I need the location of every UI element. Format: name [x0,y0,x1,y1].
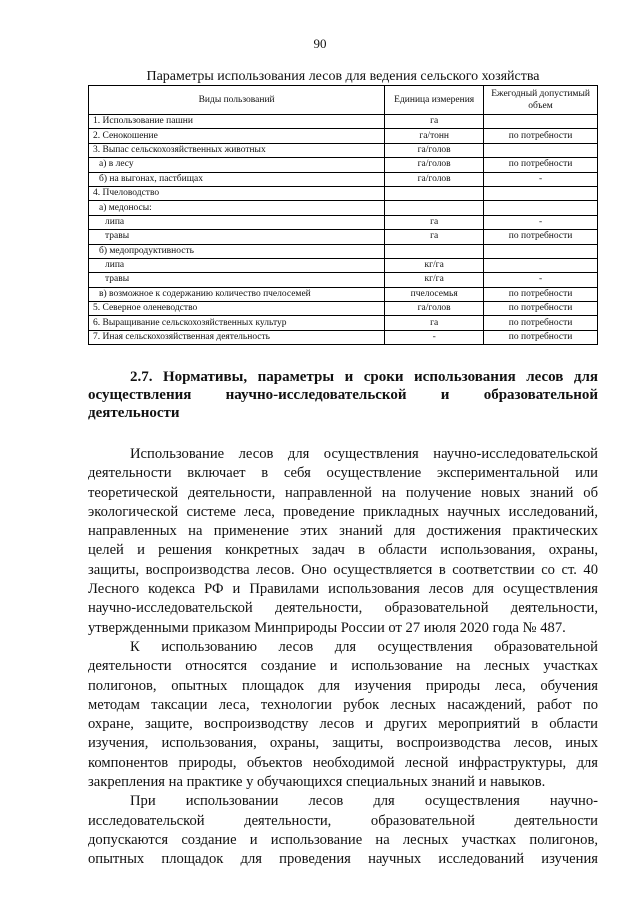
cell-usage-type: 7. Иная сельскохозяйственная деятельность [89,330,385,344]
table-title: Параметры использования лесов для ведения сельского хозяйства [146,69,540,84]
paragraph-line: Использование лесов для осуществления научно-исследовательской [130,446,598,462]
header-usage-type: Виды пользований [89,86,385,115]
table-row [89,258,598,272]
paragraph-line: направленных на применение этих знаний для достижения практических [88,523,598,540]
cell-unit: га [385,316,484,330]
paragraph-line: научно-исследовательской деятельности, образовательной деятельности, [88,600,598,617]
cell-unit: га [385,230,484,244]
cell-usage-type: 6. Выращивание сельскохозяйственных культур [89,316,385,330]
section-heading [88,368,598,422]
cell-unit: пчелосемья [385,287,484,301]
cell-usage-type: 3. Выпас сельскохозяйственных животных [89,143,385,157]
table-row [89,115,598,129]
table-row [89,129,598,143]
cell-unit: га/тонн [385,129,484,143]
paragraph-line: Лесного кодекса РФ и Правилами использования лесов для осуществления [88,581,598,598]
paragraph-line: исследовательской деятельности, образовательной деятельности [88,812,598,829]
paragraph-line: деятельности включает в себя осуществление экспериментальной или [88,465,598,482]
cell-annual-volume [484,143,598,157]
table-row [89,143,598,157]
header-annual-volume: Ежегодный допустимый объем [484,86,598,115]
cell-usage-type: 2. Сенокошение [89,129,385,143]
table-row [89,244,598,258]
paragraph-line: изучения, использования, охраны, защиты, воспроизводства лесов, иных [88,735,598,752]
header-unit: Единица измерения [385,86,484,115]
cell-usage-type: травы [89,230,385,244]
cell-annual-volume: по потребности [484,287,598,301]
cell-annual-volume [484,201,598,215]
paragraph-line: охране, защите, воспроизводству лесов и других мероприятий в области [88,716,598,733]
cell-unit: кг/га [385,273,484,287]
usage-parameters-table [88,85,598,345]
paragraph-line: К использованию лесов для осуществления образовательной [130,638,598,655]
cell-annual-volume [484,244,598,258]
cell-unit: га/голов [385,143,484,157]
paragraph-line: методам таксации леса, технологии рубок лесных насаждений, работ по [88,696,598,713]
cell-unit [385,244,484,258]
cell-unit: - [385,330,484,344]
table-row [89,172,598,186]
paragraph-line: деятельности относятся создание и использование на лесных участках [88,658,598,675]
cell-annual-volume [484,115,598,129]
table-row [89,230,598,244]
cell-usage-type: 5. Северное оленеводство [89,302,385,316]
cell-usage-type: 1. Использование пашни [89,115,385,129]
cell-unit: кг/га [385,258,484,272]
cell-usage-type: в) возможное к содержанию количество пчелосемей [89,287,385,301]
paragraph-line: закрепления на практике у обучающихся специальных знаний и навыков. [88,774,546,791]
cell-annual-volume: по потребности [484,316,598,330]
cell-usage-type: б) на выгонах, пастбищах [89,172,385,186]
table-header-row [89,86,598,115]
paragraph-line: компонентов природы, объектов необходимой лесной инфраструктуры, для [88,754,598,771]
cell-unit [385,201,484,215]
cell-usage-type: б) медопродуктивность [89,244,385,258]
paragraph-line: При использовании лесов для осуществления научно- [130,793,598,810]
cell-annual-volume: - [484,172,598,186]
paragraph-line: полигонов, опытных площадок для изучения природы леса, обучения [88,677,598,694]
cell-annual-volume: - [484,215,598,229]
section-body [88,445,598,870]
cell-annual-volume: - [484,273,598,287]
cell-usage-type: а) медоносы: [89,201,385,215]
paragraph-line: экологической системе леса, проведение прикладных научных исследований, [88,503,598,520]
table-row [89,330,598,344]
cell-usage-type: липа [89,258,385,272]
cell-unit: га [385,215,484,229]
paragraph-line: опытных площадок для проведения научных исследований изучения [88,851,598,868]
cell-annual-volume [484,258,598,272]
cell-usage-type: липа [89,215,385,229]
heading-line: 2.7. Нормативы, параметры и сроки использования лесов для [130,369,598,385]
cell-usage-type: 4. Пчеловодство [89,186,385,200]
page-number: 90 [313,36,327,51]
cell-annual-volume [484,186,598,200]
table-row [89,158,598,172]
table-row [89,201,598,215]
cell-annual-volume: по потребности [484,302,598,316]
cell-usage-type: а) в лесу [89,158,385,172]
paragraph-line: защиты, воспроизводства лесов. Оно осуществляется в соответствии со ст. 40 [88,561,598,578]
heading-line: осуществления научно-исследовательской и образовательной [88,387,598,403]
table-row [89,186,598,200]
heading-line: деятельности [88,405,180,421]
paragraph-line: целей и решения конкретных задач в области использования, охраны, [88,542,598,559]
paragraph-line: теоретической деятельности, направленной на получение новых знаний об [88,484,598,501]
paragraph-line: допускаются создание и использование на лесных участках полигонов, [88,831,598,848]
cell-annual-volume: по потребности [484,230,598,244]
cell-unit [385,186,484,200]
table-row [89,302,598,316]
table-row [89,316,598,330]
cell-usage-type: травы [89,273,385,287]
cell-unit: га/голов [385,158,484,172]
cell-annual-volume: по потребности [484,129,598,143]
paragraph-line: утвержденными приказом Минприроды России от 27 июля 2020 года № 487. [88,619,566,636]
cell-unit: га/голов [385,302,484,316]
table-row [89,273,598,287]
cell-unit: га [385,115,484,129]
cell-annual-volume: по потребности [484,158,598,172]
table-row [89,287,598,301]
table-row [89,215,598,229]
cell-annual-volume: по потребности [484,330,598,344]
cell-unit: га/голов [385,172,484,186]
